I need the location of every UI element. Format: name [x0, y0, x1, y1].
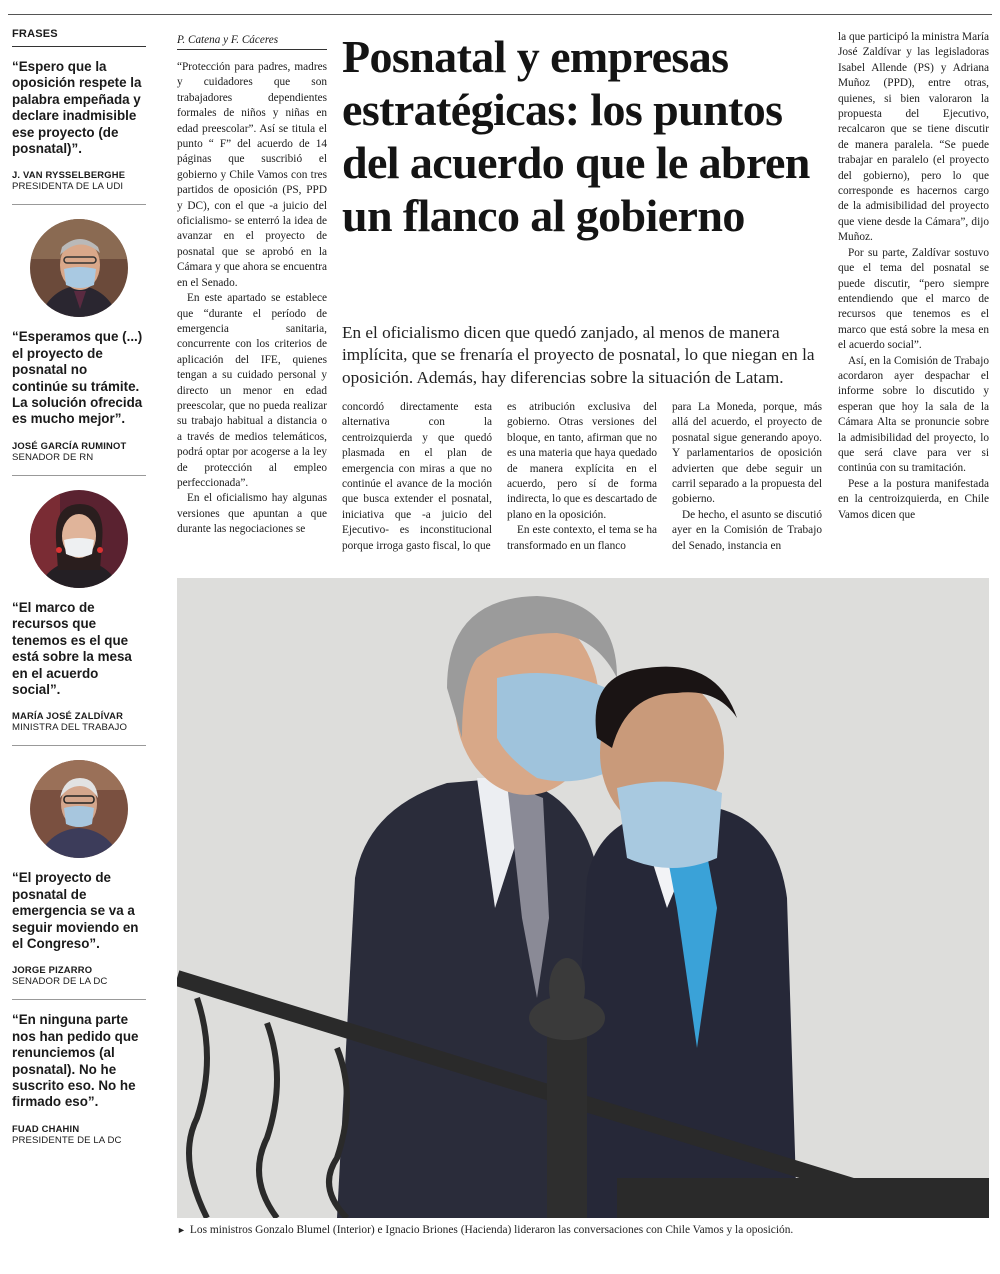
quote-text: “El marco de recursos que tenemos es el que está sobre la mesa en el acuerdo social”. [12, 599, 132, 697]
paragraph: En este contexto, el tema se ha transformado en un flanco [507, 524, 657, 552]
quote-role: MINISTRA DEL TRABAJO [12, 722, 128, 734]
article-column-1 [177, 60, 327, 570]
quote-text: “Espero que la oposición respete la palabra empeñada y declare inadmisible ese proyecto (de posnatal)”. [12, 59, 142, 157]
article-column-3 [507, 400, 657, 570]
quote-item [12, 47, 146, 205]
quote-item [12, 476, 146, 746]
byline: P. Catena y F. Cáceres [177, 34, 327, 50]
paragraph: la que participó la ministra María José Zaldívar y las legisladoras Isabel Allende (PS) y Adriana Muñoz (PPD), entre otras, quienes, si bien valoraron la propuesta del Ejecutivo, recalcaron que se tiene discutir de manera paralela. “Se puede trabajar en paralelo (el proyecto del gobierno), pero lo que corresponde es hacernos cargo de la admisibilidad del proyecto que viene desde la Cámara”, dijo Muñoz. [838, 31, 989, 244]
headline: Posnatal y empresas estratégicas: los puntos del acuerdo que le abren un flanco al gobierno [342, 31, 810, 241]
paragraph: En el oficialismo hay algunas versiones que apuntan a que durante las negociaciones se [177, 492, 327, 536]
quote-role: PRESIDENTE DE LA DC [12, 1134, 122, 1146]
caption-arrow-icon: ► [177, 1225, 186, 1235]
article-column-4 [672, 400, 822, 570]
quote-role: PRESIDENTA DE LA UDI [12, 181, 124, 193]
deck: En el oficialismo dicen que quedó zanjado, al menos de manera implícita, que se frenaría el proyecto de posnatal, lo que niegan en la oposición. Además, hay diferencias sobre la situación de Latam. [342, 323, 815, 387]
quotes-label: FRASES [12, 28, 146, 47]
quote-role: SENADOR DE LA DC [12, 976, 108, 988]
main-photo [177, 578, 989, 1218]
quote-author: JORGE PIZARRO [12, 964, 93, 976]
paragraph: Pese a la postura manifestada en la centroizquierda, en Chile Vamos dicen que [838, 477, 989, 521]
quote-author: J. VAN RYSSELBERGHE [12, 169, 126, 181]
quotes-sidebar [12, 28, 146, 1158]
quote-item [12, 1000, 146, 1157]
paragraph: Así, en la Comisión de Trabajo acordaron ayer despachar el informe sobre lo discutido y esperan que hoy la sala de la Cámara Alta se pronuncie sobre la admisibilidad del proyecto, lo que será clave para ver si continúa con su tramitación. [838, 354, 989, 475]
quote-author: JOSÉ GARCÍA RUMINOT [12, 439, 127, 451]
avatar [30, 219, 128, 317]
quote-text: “Esperamos que (...) el proyecto de posnatal no continúe su trámite. La solución ofrecida es mucho mejor”. [12, 329, 143, 427]
quote-item [12, 746, 146, 1000]
caption-text: Los ministros Gonzalo Blumel (Interior) e Ignacio Briones (Hacienda) lideraron las conversaciones con Chile Vamos y la oposición. [189, 1224, 794, 1236]
quote-role: SENADOR DE RN [12, 451, 94, 463]
avatar [30, 760, 128, 858]
quote-text: “El proyecto de posnatal de emergencia se va a seguir moviendo en el Congreso”. [12, 870, 139, 951]
paragraph: En este apartado se establece que “durante el período de emergencia sanitaria, concurrente con los criterios de aplicación del IFE, quienes tengan a su cuidado personal y directo un menor en edad preescolar, que no pueda realizar su trabajo habitual a distancia o a través de medios telemáticos, podrá optar por acogerse a la ley de protección al empleo perfeccionada”. [177, 292, 327, 489]
quote-author: MARÍA JOSÉ ZALDÍVAR [12, 710, 124, 722]
avatar [30, 490, 128, 588]
article-column-2 [342, 400, 492, 570]
quote-text: “En ninguna parte nos han pedido que renunciemos (al posnatal). No he suscrito eso. No he firmado eso”. [12, 1012, 139, 1110]
article-column-5 [838, 30, 989, 570]
photo-caption [177, 1224, 989, 1236]
quote-item [12, 205, 146, 475]
paragraph: concordó directamente esta alternativa con la centroizquierda y que quedó plasmada en el plan de emergencia con miras a que no continúe el avance de la moción que busca extender el posnatal, iniciativa que -a juicio del Ejecutivo- es inconstitucional porque irroga gasto fiscal, lo que [342, 401, 492, 552]
paragraph: para La Moneda, porque, más allá del acuerdo, el proyecto de posnatal sigue generando apoyo. Y parlamentarios de oposición advierten que debe seguir un carril separado a la propuesta del gobierno. [672, 401, 822, 506]
paragraph: Por su parte, Zaldívar sostuvo que el tema del posnatal se puede discutir, “pero siempre entendiendo que el marco de recursos que tenemos es el marco que está sobre la mesa en el acuerdo social”. [838, 246, 989, 352]
top-rule [8, 14, 992, 15]
paragraph: De hecho, el asunto se discutió ayer en la Comisión de Trabajo del Senado, instancia en [672, 508, 822, 552]
quote-author: FUAD CHAHIN [12, 1122, 80, 1134]
paragraph: “Protección para padres, madres y cuidadores que son trabajadores dependientes formales de niños y niñas en edad preescolar”. Así se titula el punto “ F” del acuerdo de 14 páginas que suscribió el gobierno y Chile Vamos con tres partidos de oposición (PS, PPD y DC), con el que -a juicio del oficialismo- se enterró la idea de avanzar en el proyecto de posnatal que se aprobó en la Cámara y que ahora se encuentra en el Senado. [177, 61, 327, 289]
paragraph: es atribución exclusiva del gobierno. Otras versiones del bloque, en tanto, afirman que no es una materia que haya quedado de manera explícita en el acuerdo, pero sí de forma indirecta, lo que es descartado de plano en la oposición. [507, 401, 657, 521]
